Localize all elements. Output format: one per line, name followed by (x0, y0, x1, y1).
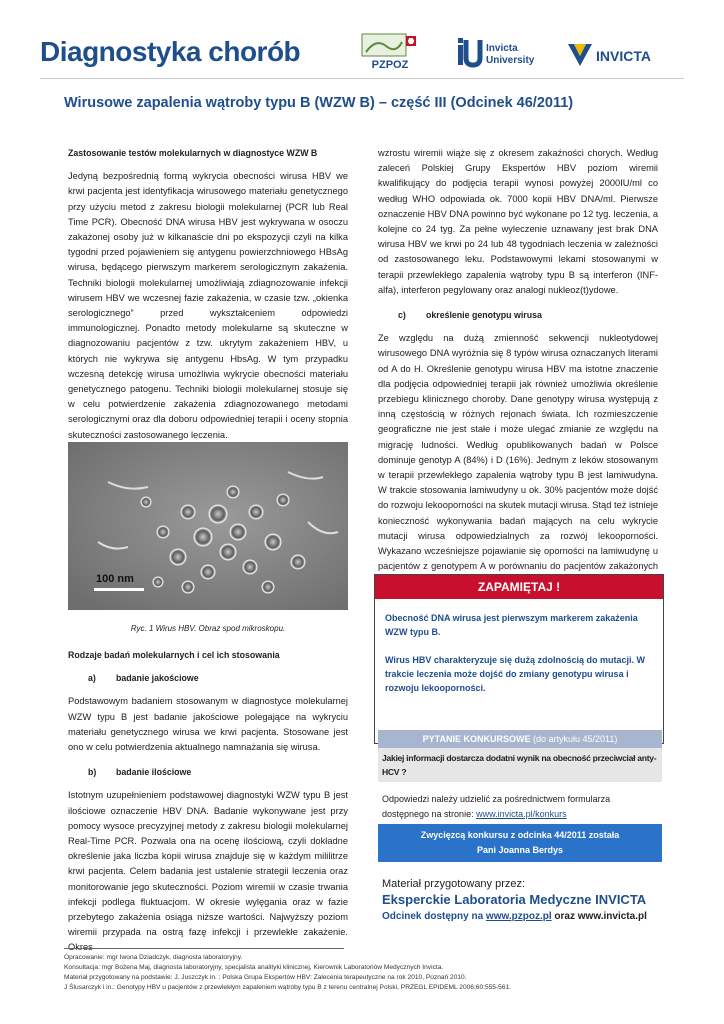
right-column (378, 146, 658, 590)
section-text-molecular-tests: Jedyną bezpośrednią formą wykrycia obecności wirusa HBV we krwi pacjenta jest identyfikacja wirusowego materiału genetycznego przy użyciu metod z zakresu biologii molekularnej (PCR lub Real Time PCR). Obecność DNA wirusa HBV jest wykrywana w osoczu zakażonej osoby już w kilkanaście dni po ekspozycji czyli na kilka tygodni przed pojawieniem się antygenu powierzchniowego HBsAg wirusa, będącego pierwszym markerem serologicznym zakażenia. Techniki biologii molekularnej umożliwiają zdiagnozowanie infekcji wirusem HBV we wczesnej fazie zakażenia, w czasie tzw. „okienka serologicznego” przed wykształceniem odpowiedzi immunologicznej. Ponadto metody molekularne są skuteczne w diagnozowaniu pacjentów z tzw. ukrytym zakażeniem HBV, u których nie wykrywa się antygenu HbsAg. W tym przypadku wczesną detekcję wirusa umożliwia wykrycie obecności materiału genetycznego patogenu. Techniki biologii molekularnej stosuje się w celu potwierdzenie zakażenia zdiagnozowanego metodami serologicznymi oraz dla doboru odpowiedniej terapii i oceny stopnia skuteczności zastosowanego leczenia. (68, 171, 348, 440)
remember-point-1: Obecność DNA wirusa jest pierwszym markerem zakażenia WZW typu B. (385, 613, 638, 637)
quiz-header: PYTANIE KONKURSOWE (do artykułu 45/2011) (378, 730, 662, 748)
figure-caption: Ryc. 1 Wirus HBV. Obraz spod mikroskopu. (130, 624, 286, 633)
prepared-org: Eksperckie Laboratoria Medyczne INVICTA (382, 892, 647, 907)
footer-line-2: Konsultacja: mgr Bożena Maj, diagnosta laboratoryjny, specjalista analityki klinicznej, Kierownik Laboratoriów Medycznych Invicta. (64, 964, 444, 971)
footer-line-3: Materiał przygotowany na podstawie: J. Juszczyk in. : Polska Grupa Ekspertów HBV: Zalecenia terapeutyczne na rok 2010, Poznań 2010. (64, 974, 467, 981)
subsection-c-title: c) określenie genotypu wirusa (398, 310, 542, 321)
quiz-answer: Odpowiedzi należy udzielić za pośrednictwem formularza dostępnego na stronie: www.invicta.pl/konkurs (378, 782, 662, 832)
quiz-question: Jakiej informacji dostarcza dodatni wynik na obecność przeciwciał anty-HCV ? (378, 748, 662, 782)
viremia-text: wzrostu wiremii wiąże się z okresem zakaźności chorych. Według zaleceń Polskiej Grupy Ekspertów HBV poziom wiremii kwalifikujący do podjęcia terapii wynosi powyżej 2000IU/ml co według WHO odpowiada ok. 7000 kopii HBV DNA/ml. Pierwsze oznaczenie HBV DNA powinno być wykonane po 12 tyg. leczenia, a kolejne co 24 tyg. Za pełne wyleczenie uznawany jest brak DNA wirusa HBV we krwi po 24 lub 48 tygodniach leczenia w zależności od zastosowanego leku. Podstawowymi lekami stosowanymi w terapii przewlekłego zapalenia wątroby typu B są interferon (INF-alfa), interferon pegylowany oraz analogi nukleoz(t)ydowe. (378, 148, 658, 295)
svg-text:University: University (486, 55, 535, 66)
svg-text:PZPOZ: PZPOZ (371, 59, 409, 71)
footer-divider (64, 948, 344, 949)
invicta-logo (566, 40, 686, 70)
scale-bar-label: 100 nm (96, 573, 134, 585)
left-column (68, 146, 348, 443)
quiz-box (378, 730, 662, 832)
footer-credits (64, 953, 684, 993)
quiz-link[interactable]: www.invicta.pl/konkurs (476, 809, 567, 819)
footer-line-4: J Ślusarczyk i in.: Genotypy HBV u pacjentów z przewlekłym zapaleniem wątroby typu B z terenu centralnej Polski, PRZEGL EPIDEML 2006;60:555-561. (64, 984, 511, 991)
section-title-molecular-tests: Zastosowanie testów molekularnych w diagnostyce WZW B (68, 148, 318, 158)
invicta-university-logo (456, 34, 556, 70)
remember-title: ZAPAMIĘTAJ ! (375, 575, 663, 599)
header-divider (40, 78, 684, 79)
article-subtitle: Wirusowe zapalenia wątroby typu B (WZW B) – część III (Odcinek 46/2011) (64, 95, 574, 111)
pzpoz-link[interactable]: www.pzpoz.pl (485, 911, 552, 922)
remember-point-2: Wirus HBV charakteryzuje się dużą zdolnością do mutacji. W trakcie leczenia może dojść do zmiany genotypu wirusa i rozwoju lekooporności. (385, 655, 645, 693)
svg-text:Invicta: Invicta (486, 43, 518, 54)
page-title: Diagnostyka chorób (40, 36, 301, 67)
hbv-microscope-image (68, 442, 348, 610)
svg-text:INVICTA: INVICTA (596, 48, 651, 64)
subsection-a-title: a) badanie jakościowe (88, 673, 199, 684)
subsection-b-title: b) badanie ilościowe (88, 767, 192, 778)
availability-line: Odcinek dostępny na www.pzpoz.pl oraz www.invicta.pl (382, 911, 647, 922)
remember-box (374, 574, 664, 744)
invicta-link[interactable]: www.invicta.pl (577, 911, 647, 922)
prepared-by (382, 878, 672, 922)
subsection-a-text: Podstawowym badaniem stosowanym w diagnostyce molekularnej WZW typu B jest badanie jakościowe polegające na wykryciu materiału genetycznego wirusa we krwi pacjenta. Stosowane jest ono w celu potwierdzenia aktualnego namnażania się wirusa. (68, 696, 348, 753)
left-column-lower (68, 648, 348, 956)
prepared-label: Materiał przygotowany przez: (382, 878, 526, 890)
section-title-test-types: Rodzaje badań molekularnych i cel ich stosowania (68, 650, 280, 660)
subsection-b-text: Istotnym uzupełnieniem podstawowej diagnostyki WZW typu B jest ilościowe oznaczenie HBV DNA. Badanie wykonywane jest przy pomocy wysoce precyzyjnej metody z zakresu biologii molekularnej Real-Time PCR. Pozwala ona na ocenę ilościową, czyli dokładne określenie jaka liczba kopii wirusa znajduje się w każdym mililitrze krwi pacjenta. Celem badania jest ustalenie strategii leczenia oraz monitorowanie jego skuteczności. Poziom wiremii w czasie trwania infekcji podlega fluktuacjom. W okresie wylęgania oraz w fazie przebytego zakażenia osiąga niższe wartości. Najwyższy poziom wiremii przypada na ostrą fazę infekcji i przewlekłe zakażenie. Okres (68, 790, 348, 953)
genotype-text: Ze względu na dużą zmienność sekwencji nukleotydowej wirusowego DNA wyróżnia się 8 typów wirusa oznaczanych literami od A do H. Określenie genotypu wirusa HBV ma istotne znaczenie dla podjęcia odpowiedniej terapii jak również umożliwia określenie przebiegu klinicznego choroby. Dane genotypy wirusa występują z inną częstością w różnych rejonach świata. Ich rozmieszczenie geograficzne nie jest stałe i może ulegać zmianie ze względu na migrację ludności. Według opublikowanych badań w Polsce dominuje genotyp A (84%) i D (16%). Jednym z leków stosowanym w terapii przewlekłego zapalenia wątroby typu B jest lamiwudyna. W trakcie stosowania lamiwudyny u ok. 30% pacjentów może dojść do rozwoju lekooporności na skutek mutacji wirusa. Stąd też istnieje konieczność wykonywania badań mających na celu wykrycie mutacji wirusa odpowiedzialnych za rozwój lekooporności. Wykazano wcześniejsze pojawianie się oporności na lamiwudynę u pacjentów z genotypem A w porównaniu do pacjentów zakażonych (378, 333, 658, 572)
pzpoz-logo (360, 32, 420, 72)
footer-line-1: Opracowanie: mgr Iwona Dziadczyk, diagnosta laboratoryjny. (64, 954, 243, 961)
winner-banner: Zwycięzcą konkursu z odcinka 44/2011 została Pani Joanna Berdys (378, 824, 662, 862)
